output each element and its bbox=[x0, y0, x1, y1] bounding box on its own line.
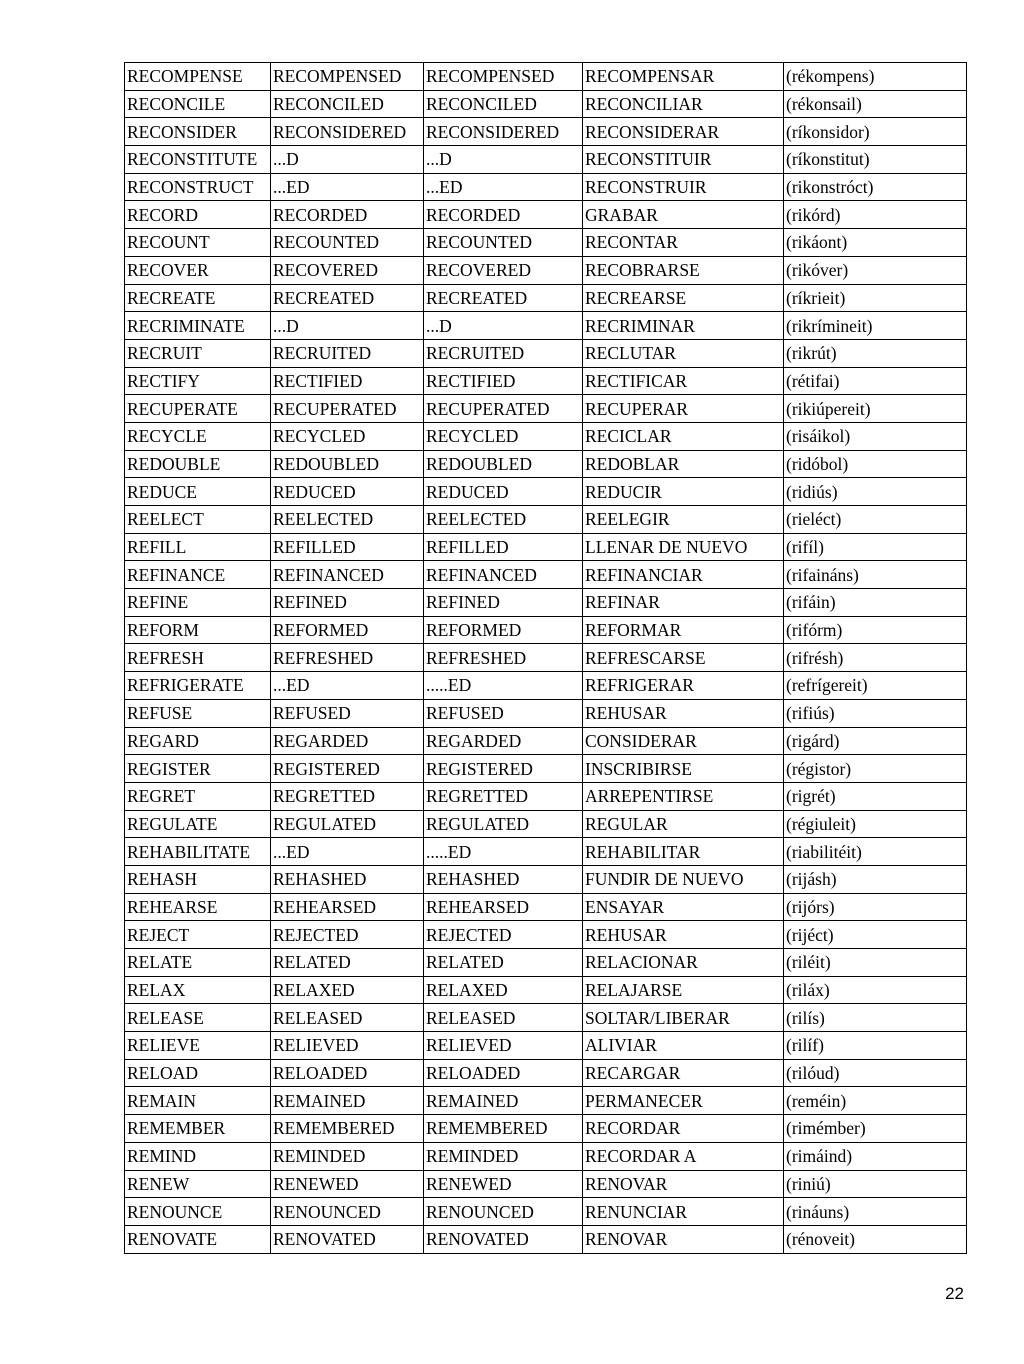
infinitive-cell: REHABILITATE bbox=[125, 838, 271, 866]
table-row bbox=[125, 1115, 967, 1143]
pronunciation-cell: (rimáind) bbox=[784, 1142, 967, 1170]
table-row bbox=[125, 312, 967, 340]
infinitive-cell: RECRUIT bbox=[125, 339, 271, 367]
spanish-translation-cell: REFORMAR bbox=[583, 616, 784, 644]
table-row bbox=[125, 1059, 967, 1087]
verb-table-body bbox=[125, 63, 967, 1254]
past-simple-cell: RECONCILED bbox=[271, 90, 424, 118]
table-row bbox=[125, 478, 967, 506]
pronunciation-cell: (rináuns) bbox=[784, 1198, 967, 1226]
infinitive-cell: REHEARSE bbox=[125, 893, 271, 921]
table-row bbox=[125, 616, 967, 644]
pronunciation-cell: (régiuleit) bbox=[784, 810, 967, 838]
table-row bbox=[125, 949, 967, 977]
pronunciation-cell: (risáikol) bbox=[784, 422, 967, 450]
spanish-translation-cell: RECICLAR bbox=[583, 422, 784, 450]
infinitive-cell: RELEASE bbox=[125, 1004, 271, 1032]
pronunciation-cell: (rijórs) bbox=[784, 893, 967, 921]
page-number: 22 bbox=[945, 1284, 964, 1303]
infinitive-cell: REGARD bbox=[125, 727, 271, 755]
past-participle-cell: .....ED bbox=[424, 672, 583, 700]
table-row bbox=[125, 506, 967, 534]
past-simple-cell: RECOUNTED bbox=[271, 229, 424, 257]
table-row bbox=[125, 838, 967, 866]
past-simple-cell: RELAXED bbox=[271, 976, 424, 1004]
pronunciation-cell: (ríkonstitut) bbox=[784, 146, 967, 174]
pronunciation-cell: (rimémber) bbox=[784, 1115, 967, 1143]
past-participle-cell: RECORDED bbox=[424, 201, 583, 229]
past-simple-cell: REFORMED bbox=[271, 616, 424, 644]
table-row bbox=[125, 450, 967, 478]
spanish-translation-cell: RELAJARSE bbox=[583, 976, 784, 1004]
past-simple-cell: RECORDED bbox=[271, 201, 424, 229]
pronunciation-cell: (rieléct) bbox=[784, 506, 967, 534]
past-participle-cell: RECUPERATED bbox=[424, 395, 583, 423]
spanish-translation-cell: SOLTAR/LIBERAR bbox=[583, 1004, 784, 1032]
pronunciation-cell: (rifíl) bbox=[784, 533, 967, 561]
past-participle-cell: REGARDED bbox=[424, 727, 583, 755]
table-row bbox=[125, 1142, 967, 1170]
table-row bbox=[125, 1225, 967, 1253]
pronunciation-cell: (riabilitéit) bbox=[784, 838, 967, 866]
past-simple-cell: RELIEVED bbox=[271, 1032, 424, 1060]
table-row bbox=[125, 893, 967, 921]
past-participle-cell: RECONCILED bbox=[424, 90, 583, 118]
spanish-translation-cell: REFRESCARSE bbox=[583, 644, 784, 672]
pronunciation-cell: (rifiús) bbox=[784, 699, 967, 727]
table-row bbox=[125, 118, 967, 146]
past-simple-cell: ...D bbox=[271, 312, 424, 340]
past-simple-cell: RELATED bbox=[271, 949, 424, 977]
table-row bbox=[125, 256, 967, 284]
past-participle-cell: REMAINED bbox=[424, 1087, 583, 1115]
past-participle-cell: RELEASED bbox=[424, 1004, 583, 1032]
past-participle-cell: REHASHED bbox=[424, 865, 583, 893]
past-simple-cell: REGARDED bbox=[271, 727, 424, 755]
infinitive-cell: REGULATE bbox=[125, 810, 271, 838]
spanish-translation-cell: REELEGIR bbox=[583, 506, 784, 534]
table-row bbox=[125, 589, 967, 617]
spanish-translation-cell: REFINAR bbox=[583, 589, 784, 617]
table-row bbox=[125, 699, 967, 727]
past-simple-cell: REMAINED bbox=[271, 1087, 424, 1115]
spanish-translation-cell: REFRIGERAR bbox=[583, 672, 784, 700]
table-row bbox=[125, 1198, 967, 1226]
infinitive-cell: RELATE bbox=[125, 949, 271, 977]
past-simple-cell: RELEASED bbox=[271, 1004, 424, 1032]
pronunciation-cell: (riláx) bbox=[784, 976, 967, 1004]
past-simple-cell: REFINED bbox=[271, 589, 424, 617]
infinitive-cell: RECUPERATE bbox=[125, 395, 271, 423]
spanish-translation-cell: RENOVAR bbox=[583, 1170, 784, 1198]
table-row bbox=[125, 755, 967, 783]
spanish-translation-cell: PERMANECER bbox=[583, 1087, 784, 1115]
pronunciation-cell: (rifainánѕ) bbox=[784, 561, 967, 589]
infinitive-cell: REDOUBLE bbox=[125, 450, 271, 478]
spanish-translation-cell: RECUPERAR bbox=[583, 395, 784, 423]
spanish-translation-cell: RECONSTRUIR bbox=[583, 173, 784, 201]
table-row bbox=[125, 422, 967, 450]
pronunciation-cell: (rilíf) bbox=[784, 1032, 967, 1060]
past-participle-cell: REJECTED bbox=[424, 921, 583, 949]
pronunciation-cell: (rifórm) bbox=[784, 616, 967, 644]
infinitive-cell: REMIND bbox=[125, 1142, 271, 1170]
spanish-translation-cell: RECRIMINAR bbox=[583, 312, 784, 340]
spanish-translation-cell: REGULAR bbox=[583, 810, 784, 838]
past-participle-cell: REDUCED bbox=[424, 478, 583, 506]
spanish-translation-cell: RECARGAR bbox=[583, 1059, 784, 1087]
table-row bbox=[125, 1170, 967, 1198]
spanish-translation-cell: RECLUTAR bbox=[583, 339, 784, 367]
spanish-translation-cell: RECONSTITUIR bbox=[583, 146, 784, 174]
table-row bbox=[125, 865, 967, 893]
infinitive-cell: REFINE bbox=[125, 589, 271, 617]
past-participle-cell: RECRUITED bbox=[424, 339, 583, 367]
pronunciation-cell: (rékompens) bbox=[784, 63, 967, 91]
pronunciation-cell: (rijéct) bbox=[784, 921, 967, 949]
past-simple-cell: REJECTED bbox=[271, 921, 424, 949]
infinitive-cell: REGRET bbox=[125, 782, 271, 810]
table-row bbox=[125, 395, 967, 423]
table-row bbox=[125, 921, 967, 949]
past-participle-cell: RELATED bbox=[424, 949, 583, 977]
pronunciation-cell: (rikórd) bbox=[784, 201, 967, 229]
past-participle-cell: REMEMBERED bbox=[424, 1115, 583, 1143]
pronunciation-cell: (rilís) bbox=[784, 1004, 967, 1032]
past-participle-cell: RECONSIDERED bbox=[424, 118, 583, 146]
table-row bbox=[125, 672, 967, 700]
past-participle-cell: REFILLED bbox=[424, 533, 583, 561]
past-participle-cell: REDOUBLED bbox=[424, 450, 583, 478]
spanish-translation-cell: RENUNCIAR bbox=[583, 1198, 784, 1226]
infinitive-cell: REFRESH bbox=[125, 644, 271, 672]
past-participle-cell: REFUSED bbox=[424, 699, 583, 727]
spanish-translation-cell: RECOBRARSE bbox=[583, 256, 784, 284]
past-simple-cell: RECTIFIED bbox=[271, 367, 424, 395]
past-simple-cell: ...ED bbox=[271, 173, 424, 201]
table-row bbox=[125, 63, 967, 91]
spanish-translation-cell: RELACIONAR bbox=[583, 949, 784, 977]
pronunciation-cell: (riniú) bbox=[784, 1170, 967, 1198]
infinitive-cell: RELIEVE bbox=[125, 1032, 271, 1060]
table-row bbox=[125, 533, 967, 561]
infinitive-cell: RECONSIDER bbox=[125, 118, 271, 146]
past-simple-cell: RENEWED bbox=[271, 1170, 424, 1198]
infinitive-cell: REHASH bbox=[125, 865, 271, 893]
spanish-translation-cell: FUNDIR DE NUEVO bbox=[583, 865, 784, 893]
spanish-translation-cell: REDOBLAR bbox=[583, 450, 784, 478]
pronunciation-cell: (rijásh) bbox=[784, 865, 967, 893]
table-row bbox=[125, 644, 967, 672]
infinitive-cell: RECOUNT bbox=[125, 229, 271, 257]
past-participle-cell: REFRESHED bbox=[424, 644, 583, 672]
spanish-translation-cell: RECONTAR bbox=[583, 229, 784, 257]
pronunciation-cell: (ríkonsidor) bbox=[784, 118, 967, 146]
infinitive-cell: REDUCE bbox=[125, 478, 271, 506]
past-participle-cell: RECTIFIED bbox=[424, 367, 583, 395]
spanish-translation-cell: RECONSIDERAR bbox=[583, 118, 784, 146]
spanish-translation-cell: RENOVAR bbox=[583, 1225, 784, 1253]
past-participle-cell: RECOUNTED bbox=[424, 229, 583, 257]
past-participle-cell: .....ED bbox=[424, 838, 583, 866]
past-simple-cell: RECRUITED bbox=[271, 339, 424, 367]
table-row bbox=[125, 201, 967, 229]
infinitive-cell: RECONSTRUCT bbox=[125, 173, 271, 201]
table-row bbox=[125, 284, 967, 312]
past-participle-cell: REFINED bbox=[424, 589, 583, 617]
past-simple-cell: REGRETTED bbox=[271, 782, 424, 810]
past-simple-cell: REFINANCED bbox=[271, 561, 424, 589]
spanish-translation-cell: ENSAYAR bbox=[583, 893, 784, 921]
pronunciation-cell: (rikonstróct) bbox=[784, 173, 967, 201]
past-participle-cell: ...D bbox=[424, 146, 583, 174]
infinitive-cell: RECOMPENSE bbox=[125, 63, 271, 91]
spanish-translation-cell: CONSIDERAR bbox=[583, 727, 784, 755]
past-simple-cell: RECUPERATED bbox=[271, 395, 424, 423]
spanish-translation-cell: LLENAR DE NUEVO bbox=[583, 533, 784, 561]
infinitive-cell: REFRIGERATE bbox=[125, 672, 271, 700]
past-simple-cell: RELOADED bbox=[271, 1059, 424, 1087]
pronunciation-cell: (rénoveit) bbox=[784, 1225, 967, 1253]
infinitive-cell: RECORD bbox=[125, 201, 271, 229]
infinitive-cell: REMAIN bbox=[125, 1087, 271, 1115]
infinitive-cell: RENOVATE bbox=[125, 1225, 271, 1253]
past-participle-cell: REFINANCED bbox=[424, 561, 583, 589]
table-row bbox=[125, 1032, 967, 1060]
infinitive-cell: REJECT bbox=[125, 921, 271, 949]
spanish-translation-cell: RECONCILIAR bbox=[583, 90, 784, 118]
spanish-translation-cell: REDUCIR bbox=[583, 478, 784, 506]
infinitive-cell: RELAX bbox=[125, 976, 271, 1004]
spanish-translation-cell: ALIVIAR bbox=[583, 1032, 784, 1060]
table-row bbox=[125, 229, 967, 257]
table-row bbox=[125, 561, 967, 589]
spanish-translation-cell: RECOMPENSAR bbox=[583, 63, 784, 91]
past-simple-cell: ...D bbox=[271, 146, 424, 174]
past-simple-cell: ...ED bbox=[271, 838, 424, 866]
past-simple-cell: RECYCLED bbox=[271, 422, 424, 450]
past-simple-cell: REHEARSED bbox=[271, 893, 424, 921]
verb-table bbox=[124, 62, 967, 1254]
past-participle-cell: REHEARSED bbox=[424, 893, 583, 921]
past-participle-cell: RENEWED bbox=[424, 1170, 583, 1198]
past-participle-cell: RELIEVED bbox=[424, 1032, 583, 1060]
past-simple-cell: RENOVATED bbox=[271, 1225, 424, 1253]
pronunciation-cell: (rétifai) bbox=[784, 367, 967, 395]
past-participle-cell: REGULATED bbox=[424, 810, 583, 838]
past-simple-cell: RECOMPENSED bbox=[271, 63, 424, 91]
infinitive-cell: REMEMBER bbox=[125, 1115, 271, 1143]
pronunciation-cell: (refrígereit) bbox=[784, 672, 967, 700]
past-simple-cell: REDUCED bbox=[271, 478, 424, 506]
past-simple-cell: REFILLED bbox=[271, 533, 424, 561]
table-row bbox=[125, 727, 967, 755]
pronunciation-cell: (régistor) bbox=[784, 755, 967, 783]
pronunciation-cell: (rifrésh) bbox=[784, 644, 967, 672]
pronunciation-cell: (rikóver) bbox=[784, 256, 967, 284]
pronunciation-cell: (reméin) bbox=[784, 1087, 967, 1115]
past-participle-cell: RECREATED bbox=[424, 284, 583, 312]
spanish-translation-cell: INSCRIBIRSE bbox=[583, 755, 784, 783]
pronunciation-cell: (rilóud) bbox=[784, 1059, 967, 1087]
pronunciation-cell: (rigárd) bbox=[784, 727, 967, 755]
past-simple-cell: RECOVERED bbox=[271, 256, 424, 284]
infinitive-cell: RECRIMINATE bbox=[125, 312, 271, 340]
past-simple-cell: REDOUBLED bbox=[271, 450, 424, 478]
table-row bbox=[125, 90, 967, 118]
infinitive-cell: RELOAD bbox=[125, 1059, 271, 1087]
spanish-translation-cell: REHABILITAR bbox=[583, 838, 784, 866]
infinitive-cell: RECYCLE bbox=[125, 422, 271, 450]
pronunciation-cell: (rikrút) bbox=[784, 339, 967, 367]
spanish-translation-cell: RECORDAR A bbox=[583, 1142, 784, 1170]
spanish-translation-cell: REHUSAR bbox=[583, 921, 784, 949]
infinitive-cell: RENOUNCE bbox=[125, 1198, 271, 1226]
past-participle-cell: REELECTED bbox=[424, 506, 583, 534]
table-row bbox=[125, 810, 967, 838]
pronunciation-cell: (rifáin) bbox=[784, 589, 967, 617]
spanish-translation-cell: ARREPENTIRSE bbox=[583, 782, 784, 810]
past-participle-cell: RECYCLED bbox=[424, 422, 583, 450]
past-simple-cell: REMINDED bbox=[271, 1142, 424, 1170]
table-row bbox=[125, 1087, 967, 1115]
past-participle-cell: ...D bbox=[424, 312, 583, 340]
infinitive-cell: RECONSTITUTE bbox=[125, 146, 271, 174]
table-row bbox=[125, 782, 967, 810]
pronunciation-cell: (ridóbol) bbox=[784, 450, 967, 478]
spanish-translation-cell: RECTIFICAR bbox=[583, 367, 784, 395]
table-row bbox=[125, 339, 967, 367]
table-row bbox=[125, 1004, 967, 1032]
past-participle-cell: RELOADED bbox=[424, 1059, 583, 1087]
spanish-translation-cell: GRABAR bbox=[583, 201, 784, 229]
infinitive-cell: RECOVER bbox=[125, 256, 271, 284]
spanish-translation-cell: REHUSAR bbox=[583, 699, 784, 727]
table-row bbox=[125, 173, 967, 201]
past-participle-cell: ...ED bbox=[424, 173, 583, 201]
spanish-translation-cell: RECORDAR bbox=[583, 1115, 784, 1143]
past-participle-cell: RECOVERED bbox=[424, 256, 583, 284]
infinitive-cell: REGISTER bbox=[125, 755, 271, 783]
past-participle-cell: REMINDED bbox=[424, 1142, 583, 1170]
past-participle-cell: RENOVATED bbox=[424, 1225, 583, 1253]
pronunciation-cell: (riléit) bbox=[784, 949, 967, 977]
past-simple-cell: REMEMBERED bbox=[271, 1115, 424, 1143]
past-simple-cell: RECREATED bbox=[271, 284, 424, 312]
past-participle-cell: REFORMED bbox=[424, 616, 583, 644]
pronunciation-cell: (rigrét) bbox=[784, 782, 967, 810]
past-simple-cell: REFUSED bbox=[271, 699, 424, 727]
infinitive-cell: REFILL bbox=[125, 533, 271, 561]
infinitive-cell: REFORM bbox=[125, 616, 271, 644]
pronunciation-cell: (rékonsail) bbox=[784, 90, 967, 118]
pronunciation-cell: (rikáont) bbox=[784, 229, 967, 257]
past-participle-cell: RENOUNCED bbox=[424, 1198, 583, 1226]
table-row bbox=[125, 367, 967, 395]
past-simple-cell: ...ED bbox=[271, 672, 424, 700]
infinitive-cell: RENEW bbox=[125, 1170, 271, 1198]
infinitive-cell: RECONCILE bbox=[125, 90, 271, 118]
past-participle-cell: RECOMPENSED bbox=[424, 63, 583, 91]
infinitive-cell: REFINANCE bbox=[125, 561, 271, 589]
pronunciation-cell: (rikiúpereit) bbox=[784, 395, 967, 423]
past-participle-cell: REGISTERED bbox=[424, 755, 583, 783]
pronunciation-cell: (ríkrieit) bbox=[784, 284, 967, 312]
past-participle-cell: RELAXED bbox=[424, 976, 583, 1004]
infinitive-cell: REELECT bbox=[125, 506, 271, 534]
past-simple-cell: REFRESHED bbox=[271, 644, 424, 672]
infinitive-cell: RECREATE bbox=[125, 284, 271, 312]
past-participle-cell: REGRETTED bbox=[424, 782, 583, 810]
past-simple-cell: REGULATED bbox=[271, 810, 424, 838]
spanish-translation-cell: RECREARSE bbox=[583, 284, 784, 312]
past-simple-cell: REGISTERED bbox=[271, 755, 424, 783]
table-row bbox=[125, 976, 967, 1004]
past-simple-cell: REELECTED bbox=[271, 506, 424, 534]
past-simple-cell: RENOUNCED bbox=[271, 1198, 424, 1226]
table-row bbox=[125, 146, 967, 174]
pronunciation-cell: (ridiús) bbox=[784, 478, 967, 506]
infinitive-cell: REFUSE bbox=[125, 699, 271, 727]
past-simple-cell: RECONSIDERED bbox=[271, 118, 424, 146]
infinitive-cell: RECTIFY bbox=[125, 367, 271, 395]
spanish-translation-cell: REFINANCIAR bbox=[583, 561, 784, 589]
past-simple-cell: REHASHED bbox=[271, 865, 424, 893]
pronunciation-cell: (rikrímineit) bbox=[784, 312, 967, 340]
